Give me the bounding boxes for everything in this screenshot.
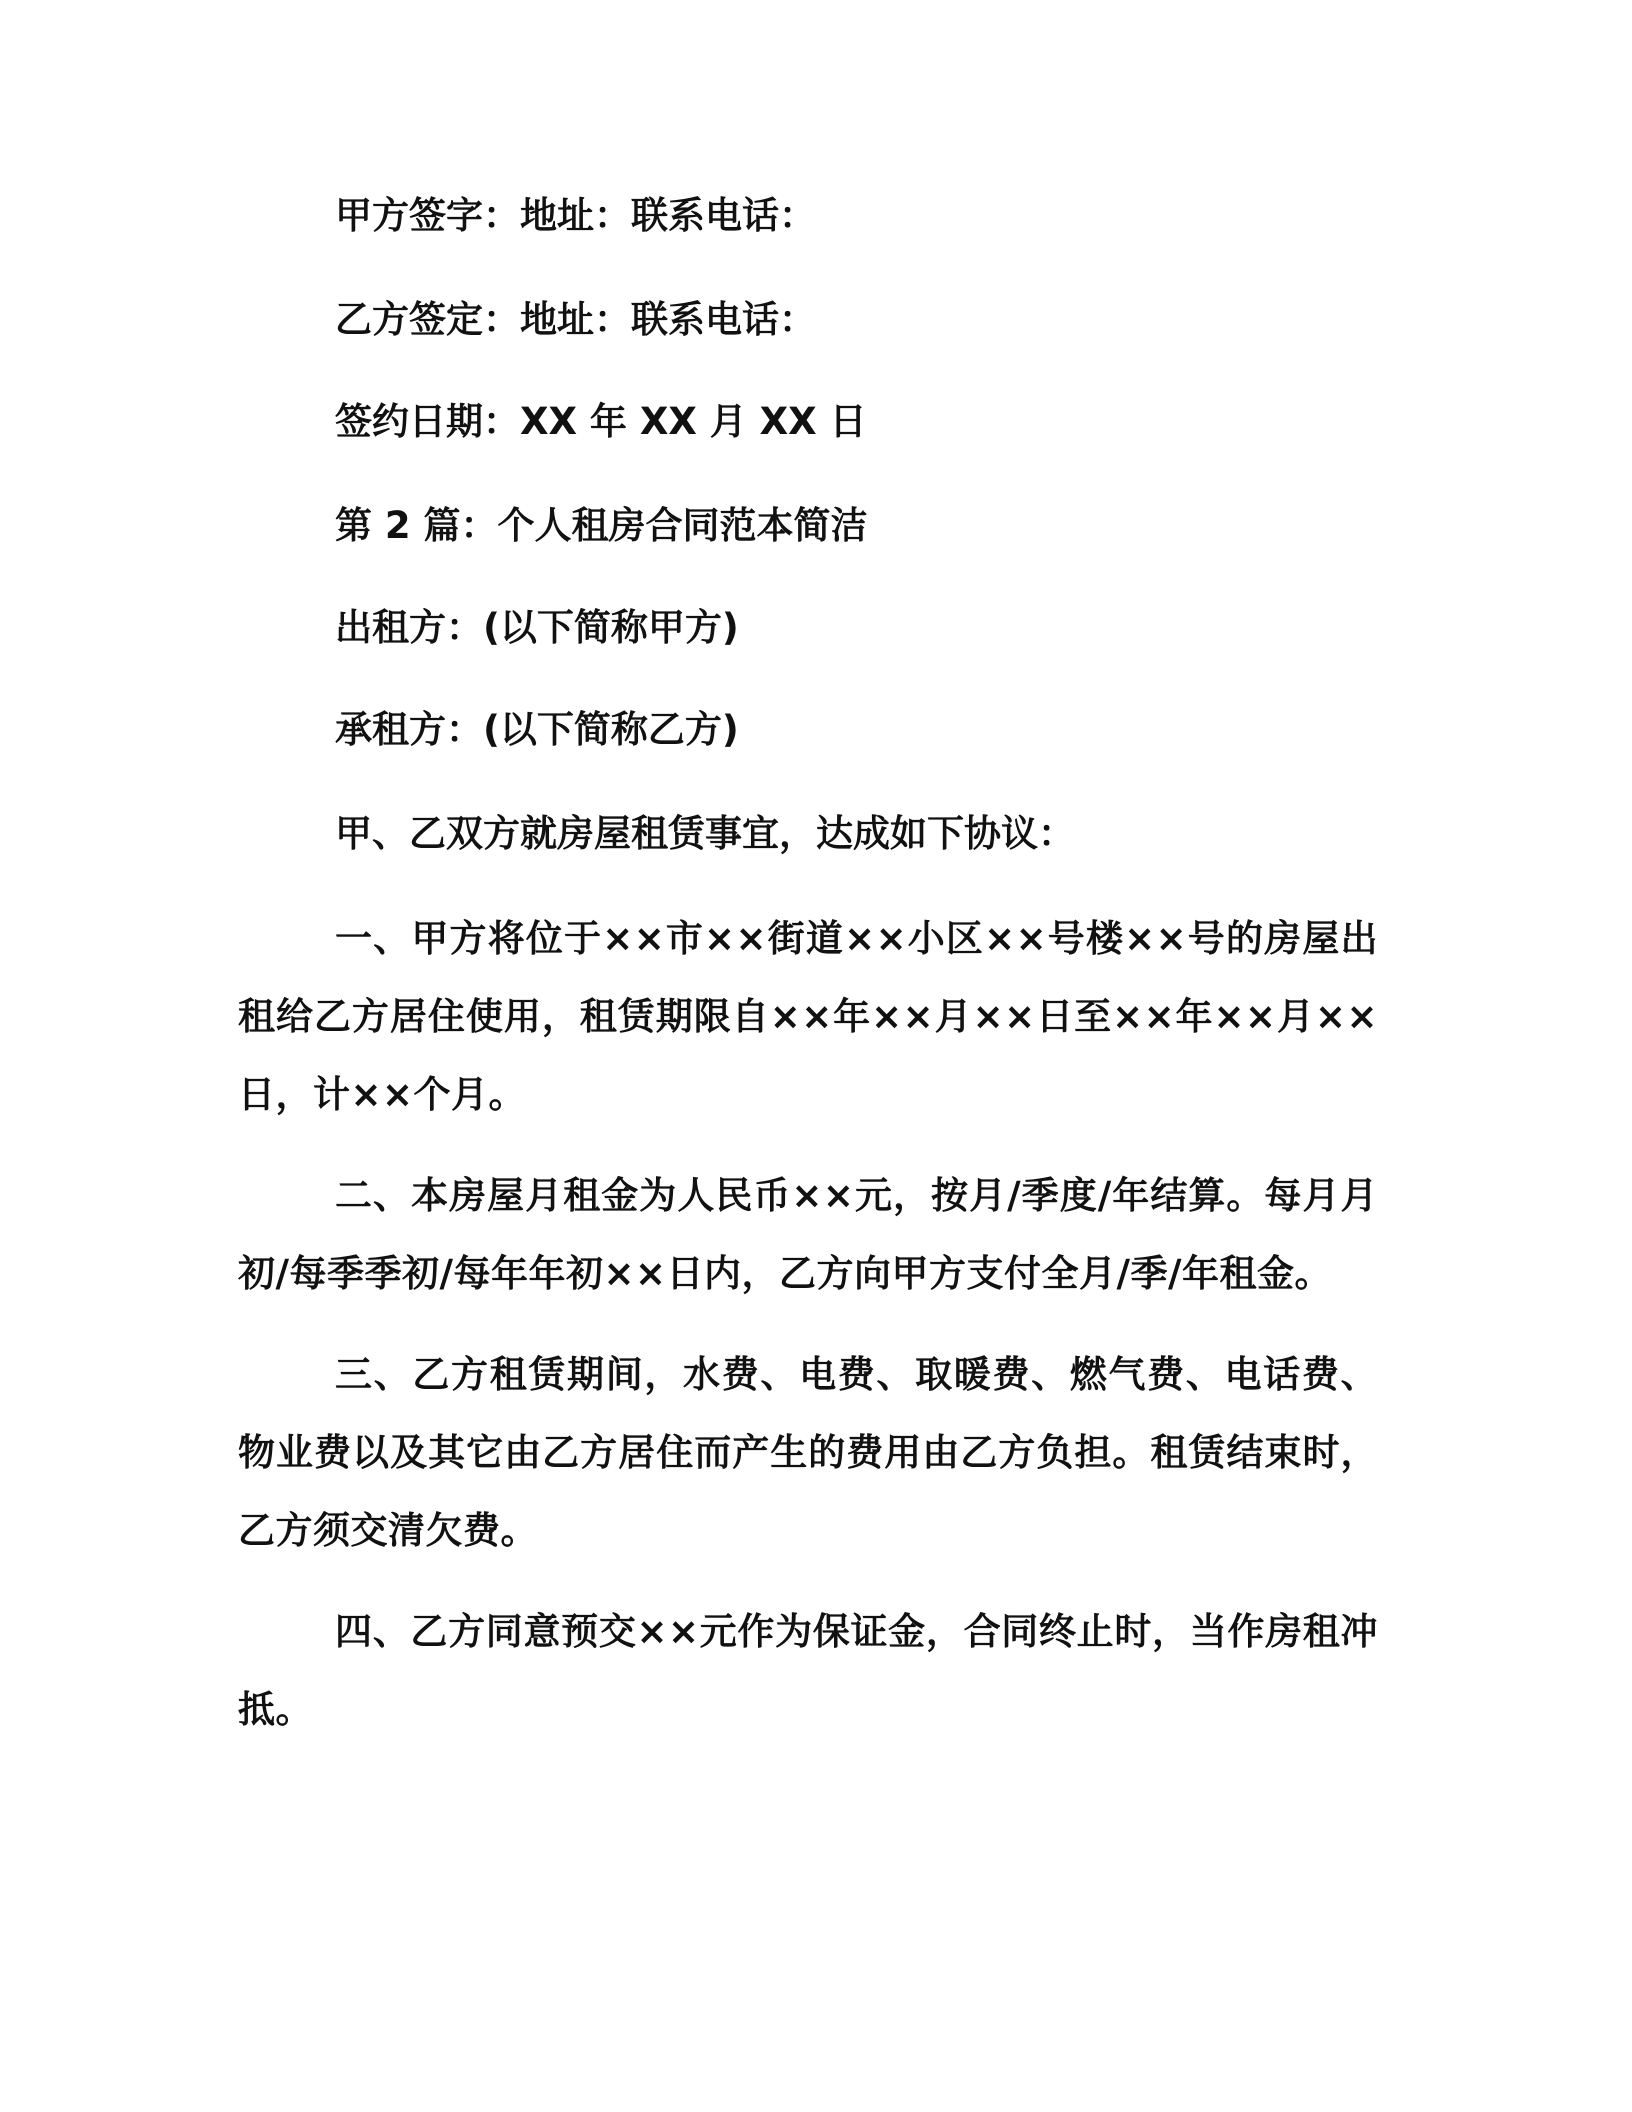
clause-1: 一、甲方将位于××市××街道××小区××号楼××号的房屋出租给乙方居住使用，租赁期限自××年××月××日至××年××月××日，计××个月。 xyxy=(238,917,1378,1116)
section-title: 第 2 篇：个人租房合同范本简洁 xyxy=(335,504,868,547)
signing-date-line: 签约日期：XX 年 XX 月 XX 日 xyxy=(335,400,867,443)
lessee-line: 承租方：(以下简称乙方) xyxy=(335,708,739,751)
party-a-signature-line: 甲方签字：地址：联系电话： xyxy=(335,194,816,237)
party-b-signature-line: 乙方签定：地址：联系电话： xyxy=(335,298,816,341)
clause-4: 四、乙方同意预交××元作为保证金，合同终止时，当作房租冲抵。 xyxy=(238,1610,1378,1731)
clause-2: 二、本房屋月租金为人民币××元，按月/季度/年结算。每月月初/每季季初/每年年初××日内，乙方向甲方支付全月/季/年租金。 xyxy=(238,1174,1378,1295)
lessor-line: 出租方：(以下简称甲方) xyxy=(335,606,739,649)
agreement-intro: 甲、乙双方就房屋租赁事宜，达成如下协议： xyxy=(335,812,1075,855)
clause-3: 三、乙方租赁期间，水费、电费、取暖费、燃气费、电话费、物业费以及其它由乙方居住而产生的费用由乙方负担。租赁结束时，乙方须交清欠费。 xyxy=(238,1353,1378,1552)
